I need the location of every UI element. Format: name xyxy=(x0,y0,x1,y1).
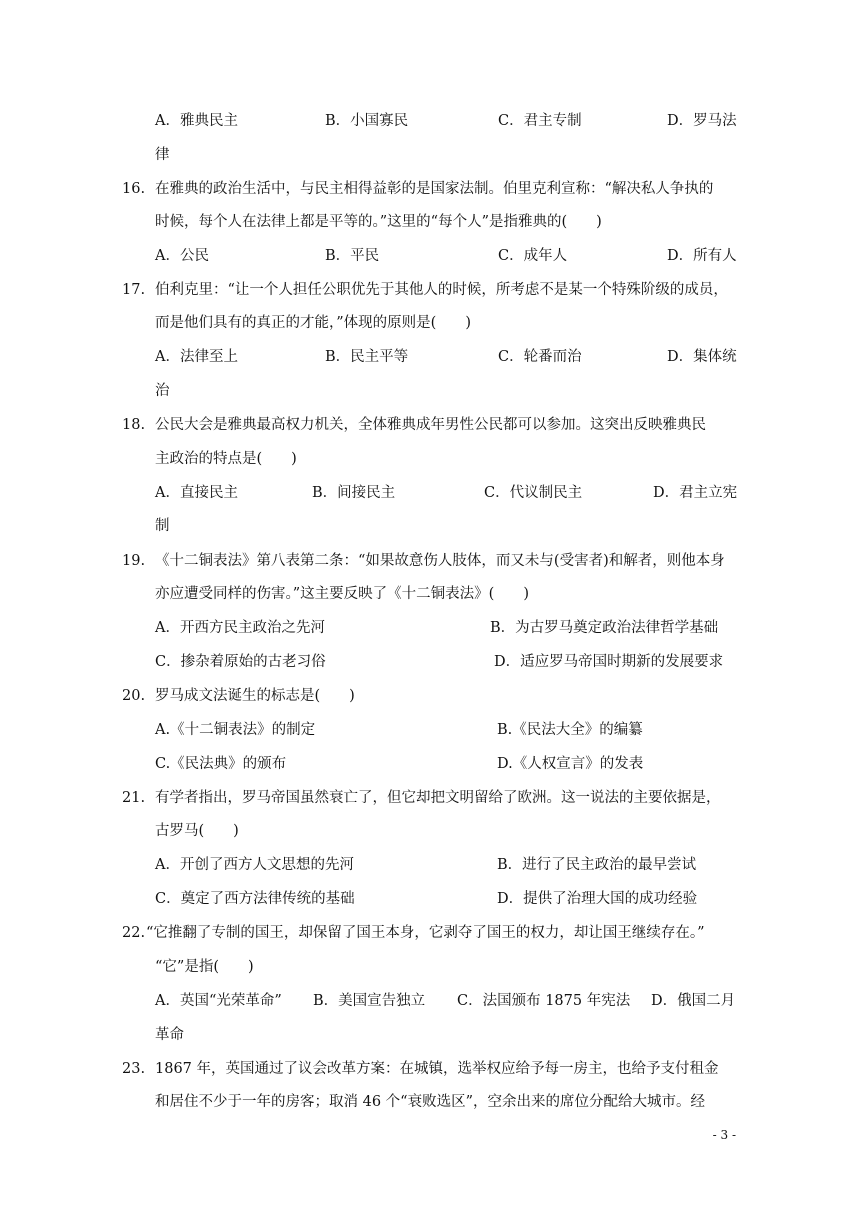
option-c: C．君主专制 xyxy=(498,113,582,129)
option-a: A．开西方民主政治之先河 xyxy=(155,620,325,636)
question-number: 16. xyxy=(122,181,146,197)
option-wrap: 制 xyxy=(155,518,170,534)
question-stem-line: 伯利克里：“让一个人担任公职优先于其他人的时候，所考虑不是某一个特殊阶级的成员， xyxy=(155,282,728,298)
question-stem-line: “它”是指( ) xyxy=(155,959,254,975)
option-a: A.《十二铜表法》的制定 xyxy=(155,722,316,738)
option-b: B．美国宣告独立 xyxy=(313,993,426,1009)
option-b: B．进行了民主政治的最早尝试 xyxy=(497,857,697,873)
question-number: 17. xyxy=(122,282,146,298)
question-stem-line: 主政治的特点是( ) xyxy=(155,451,297,467)
question-stem-line: 1867 年，英国通过了议会改革方案：在城镇，选举权应给予每一房主，也给予支付租金 xyxy=(155,1061,719,1077)
option-a: A．直接民主 xyxy=(155,485,238,501)
option-c: C.《民法典》的颁布 xyxy=(155,756,287,772)
option-d: D．集体统 xyxy=(667,349,737,365)
question-number: 18. xyxy=(122,417,146,433)
option-b: B．平民 xyxy=(325,248,380,264)
question-number: 20. xyxy=(122,688,146,704)
option-b: B．民主平等 xyxy=(325,349,409,365)
option-b: B．为古罗马奠定政治法律哲学基础 xyxy=(490,620,719,636)
question-number: 22. xyxy=(122,925,146,941)
question-number: 19. xyxy=(122,553,146,569)
question-stem-line: 有学者指出，罗马帝国虽然衰亡了，但它却把文明留给了欧洲。这一说法的主要依据是， xyxy=(155,790,721,806)
option-d: D．俄国二月 xyxy=(651,993,736,1009)
question-stem-line: 时候，每个人在法律上都是平等的。”这里的“每个人”是指雅典的( ) xyxy=(155,214,602,230)
option-c: C．奠定了西方法律传统的基础 xyxy=(155,891,355,907)
option-b: B．间接民主 xyxy=(312,485,396,501)
question-stem-line: 亦应遭受同样的伤害。”这主要反映了《十二铜表法》( ) xyxy=(155,586,529,602)
option-d: D．君主立宪 xyxy=(653,485,738,501)
page-number: - 3 - xyxy=(712,1128,736,1142)
option-wrap: 治 xyxy=(155,383,170,399)
option-c: C．代议制民主 xyxy=(484,485,583,501)
option-wrap: 律 xyxy=(155,147,170,163)
question-stem-line: “它推翻了专制的国王，却保留了国王本身，它剥夺了国王的权力，却让国王继续存在。” xyxy=(146,925,705,941)
option-b: B.《民法大全》的编纂 xyxy=(497,722,643,738)
option-a: A．雅典民主 xyxy=(155,113,238,129)
question-stem-line: 古罗马( ) xyxy=(155,823,239,839)
option-a: A．开创了西方人文思想的先河 xyxy=(155,857,354,873)
question-number: 21. xyxy=(122,790,146,806)
option-a: A．英国“光荣革命” xyxy=(155,993,282,1009)
option-c: C．轮番而治 xyxy=(498,349,582,365)
option-c: C．法国颁布 1875 年宪法 xyxy=(457,993,631,1009)
option-d: D．适应罗马帝国时期新的发展要求 xyxy=(494,654,724,670)
option-wrap: 革命 xyxy=(155,1027,184,1043)
option-a: A．公民 xyxy=(155,248,209,264)
option-b: B．小国寡民 xyxy=(325,113,409,129)
option-d: D．所有人 xyxy=(667,248,737,264)
option-d: D．罗马法 xyxy=(667,113,737,129)
question-stem-line: 《十二铜表法》第八表第二条：“如果故意伤人肢体，而又未与(受害者)和解者，则他本身 xyxy=(155,553,725,569)
question-stem-line: 和居住不少于一年的房客；取消 46 个“衰败选区”，空余出来的席位分配给大城市。经 xyxy=(155,1094,705,1110)
option-c: C．掺杂着原始的古老习俗 xyxy=(155,654,326,670)
question-stem-line: 在雅典的政治生活中，与民主相得益彰的是国家法制。伯里克利宣称：“解决私人争执的 xyxy=(155,181,714,197)
question-number: 23. xyxy=(122,1061,146,1077)
option-a: A．法律至上 xyxy=(155,349,238,365)
option-c: C．成年人 xyxy=(498,248,568,264)
option-d: D.《人权宣言》的发表 xyxy=(497,756,644,772)
question-stem-line: 公民大会是雅典最高权力机关，全体雅典成年男性公民都可以参加。这突出反映雅典民 xyxy=(155,417,706,433)
question-stem-line: 而是他们具有的真正的才能，”体现的原则是( ) xyxy=(155,315,471,331)
question-stem-line: 罗马成文法诞生的标志是( ) xyxy=(155,688,355,704)
option-d: D．提供了治理大国的成功经验 xyxy=(497,891,698,907)
